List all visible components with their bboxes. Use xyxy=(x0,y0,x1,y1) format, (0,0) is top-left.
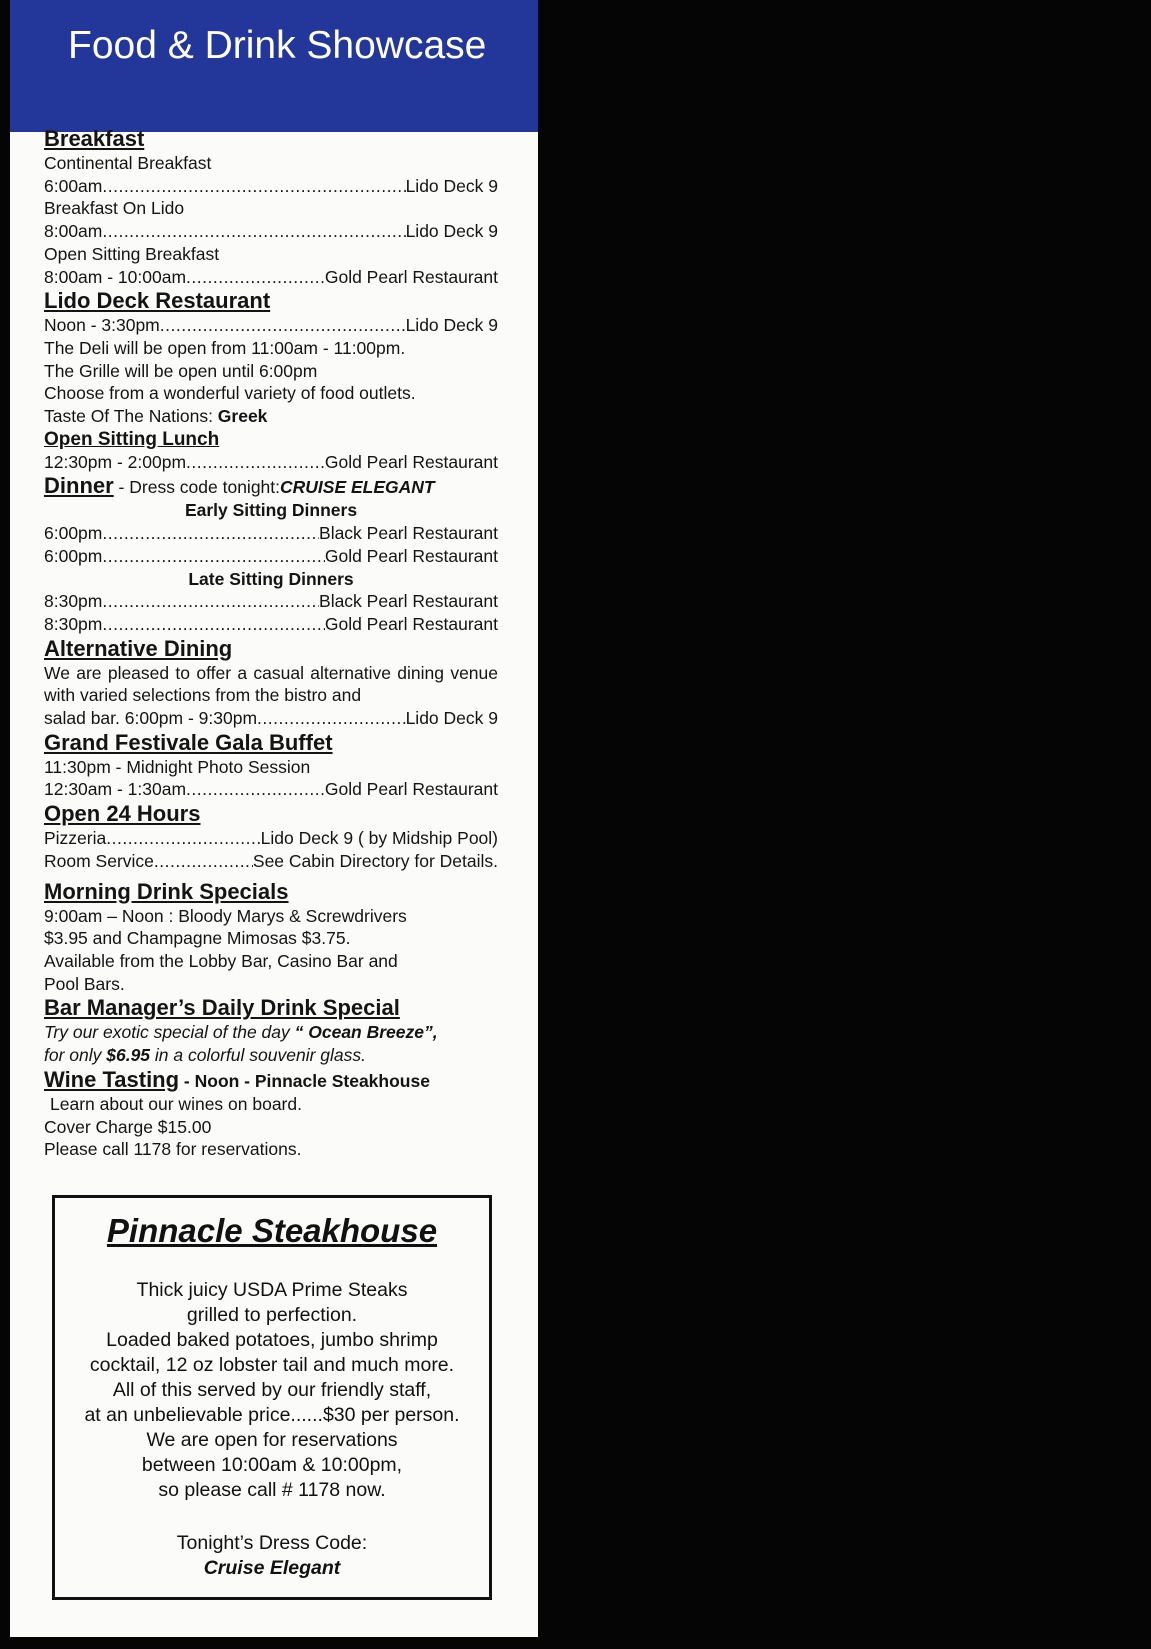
wine-info-line: Cover Charge $15.00 xyxy=(44,1116,212,1137)
promo-line: All of this served by our friendly staff, xyxy=(112,1379,432,1401)
alternative-text: We are pleased to offer a casual alternative dining venue with varied selections from the bistro and xyxy=(44,662,498,706)
item-location: Gold Pearl Restaurant xyxy=(324,613,498,634)
bar-special-text: Try our exotic special of the day xyxy=(44,1022,295,1043)
item-location: Gold Pearl Restaurant xyxy=(324,451,498,472)
wine-info-line: Learn about our wines on board. xyxy=(50,1093,302,1114)
item-name: Pizzeria xyxy=(44,828,107,849)
lunch-row xyxy=(44,451,498,474)
nations-line xyxy=(44,405,498,428)
promo-line: at an unbelievable price......$30 per person. xyxy=(84,1404,460,1426)
gala-row xyxy=(44,778,498,801)
item-time: 12:30am - 1:30am xyxy=(44,779,187,800)
bar-special-price: $6.95 xyxy=(106,1045,151,1066)
item-location: Lido Deck 9 xyxy=(405,708,498,729)
lido-info-line: The Grille will be open until 6:00pm xyxy=(44,360,318,381)
photo-session-line: 11:30pm - Midnight Photo Session xyxy=(44,756,311,777)
wine-line xyxy=(44,1067,498,1093)
promo-title: Pinnacle Steakhouse xyxy=(106,1212,438,1249)
promo-dress-code xyxy=(55,1531,489,1581)
late-sitting-label: Late Sitting Dinners xyxy=(188,568,354,589)
dinner-row xyxy=(44,613,498,636)
promo-line: Thick juicy USDA Prime Steaks xyxy=(136,1279,408,1301)
promo-body xyxy=(55,1278,489,1503)
bar-special-line xyxy=(44,1044,498,1067)
item-time: 8:00am - 10:00am xyxy=(44,266,187,287)
lido-hours-row xyxy=(44,314,498,337)
dinner-row xyxy=(44,545,498,568)
item-location: Gold Pearl Restaurant xyxy=(324,545,498,566)
lido-heading: Lido Deck Restaurant xyxy=(44,288,271,314)
item-location: Gold Pearl Restaurant xyxy=(324,266,498,287)
bar-special-text: in a colorful souvenir glass. xyxy=(150,1045,366,1066)
wine-details: - Noon - Pinnacle Steakhouse xyxy=(179,1070,430,1091)
promo-line: Loaded baked potatoes, jumbo shrimp xyxy=(106,1329,438,1351)
promo-line: We are open for reservations xyxy=(146,1429,398,1451)
early-sitting-label: Early Sitting Dinners xyxy=(184,500,358,521)
open24-heading: Open 24 Hours xyxy=(44,801,201,827)
item-time: salad bar. 6:00pm - 9:30pm xyxy=(44,708,258,729)
promo-line: between 10:00am & 10:00pm, xyxy=(141,1454,403,1476)
dinner-row xyxy=(44,522,498,545)
item-name: Room Service xyxy=(44,850,154,871)
breakfast-item-name: Continental Breakfast xyxy=(44,153,212,173)
nations-label: Taste Of The Nations: xyxy=(44,406,218,427)
flyer-page xyxy=(10,0,538,1637)
lido-info-line: Choose from a wonderful variety of food outlets. xyxy=(44,383,416,404)
item-location: Black Pearl Restaurant xyxy=(319,591,498,612)
dinner-heading: Dinner xyxy=(44,473,114,499)
breakfast-item-name: Open Sitting Breakfast xyxy=(44,243,220,264)
item-time: 6:00am xyxy=(44,175,103,196)
schedule-content xyxy=(44,126,498,1161)
item-time: 8:30pm xyxy=(44,591,103,612)
promo-line: cocktail, 12 oz lobster tail and much more. xyxy=(89,1354,455,1376)
lido-info-line: The Deli will be open from 11:00am - 11:00pm. xyxy=(44,337,406,358)
promo-line: grilled to perfection. xyxy=(186,1304,358,1326)
promo-dress-value: Cruise Elegant xyxy=(203,1557,341,1579)
wine-heading: Wine Tasting xyxy=(44,1066,180,1092)
item-time: 12:30pm - 2:00pm xyxy=(44,451,187,472)
item-location: Lido Deck 9 ( by Midship Pool) xyxy=(260,828,498,849)
bar-special-line xyxy=(44,1021,498,1044)
item-time: 6:00pm xyxy=(44,523,103,544)
alternative-row xyxy=(44,707,498,730)
morning-drinks-line: Available from the Lobby Bar, Casino Bar and xyxy=(44,950,398,971)
item-location: Lido Deck 9 xyxy=(405,221,498,242)
item-time: Noon - 3:30pm xyxy=(44,315,160,336)
item-location: Gold Pearl Restaurant xyxy=(324,779,498,800)
dinner-row xyxy=(44,590,498,613)
promo-line: so please call # 1178 now. xyxy=(158,1479,386,1501)
lunch-heading: Open Sitting Lunch xyxy=(44,428,220,450)
item-time: 8:30pm xyxy=(44,613,103,634)
morning-drinks-line: $3.95 and Champagne Mimosas $3.75. xyxy=(44,928,351,949)
breakfast-heading: Breakfast xyxy=(44,126,145,151)
wine-info-line: Please call 1178 for reservations. xyxy=(44,1139,302,1160)
open24-row xyxy=(44,827,498,850)
breakfast-item-name: Breakfast On Lido xyxy=(44,198,185,219)
breakfast-item-row xyxy=(44,266,498,289)
item-location: Black Pearl Restaurant xyxy=(319,523,498,544)
alternative-heading: Alternative Dining xyxy=(44,635,233,661)
dinner-line xyxy=(44,473,498,499)
item-time: 6:00pm xyxy=(44,545,103,566)
page-title: Food & Drink Showcase xyxy=(68,24,487,67)
promo-dress-label: Tonight’s Dress Code: xyxy=(176,1532,368,1554)
bar-special-drink: “ Ocean Breeze”, xyxy=(294,1022,438,1043)
dress-code-value: CRUISE ELEGANT xyxy=(280,477,435,498)
breakfast-item-row xyxy=(44,175,498,198)
morning-drinks-line: 9:00am – Noon : Bloody Marys & Screwdrivers xyxy=(44,905,407,926)
item-location: See Cabin Directory for Details. xyxy=(252,850,498,871)
morning-drinks-heading: Morning Drink Specials xyxy=(44,878,289,904)
nations-value: Greek xyxy=(217,406,268,427)
morning-drinks-line: Pool Bars. xyxy=(44,973,125,994)
steakhouse-promo-box xyxy=(52,1195,492,1600)
bar-manager-heading: Bar Manager’s Daily Drink Special xyxy=(44,995,400,1021)
item-time: 8:00am xyxy=(44,221,103,242)
item-location: Lido Deck 9 xyxy=(405,315,498,336)
gala-heading: Grand Festivale Gala Buffet xyxy=(44,729,333,755)
bar-special-text: for only xyxy=(44,1045,107,1066)
dress-code-label: - Dress code tonight: xyxy=(113,477,281,498)
breakfast-item-row xyxy=(44,220,498,243)
open24-row xyxy=(44,850,498,873)
header-banner xyxy=(10,0,538,132)
item-location: Lido Deck 9 xyxy=(405,175,498,196)
